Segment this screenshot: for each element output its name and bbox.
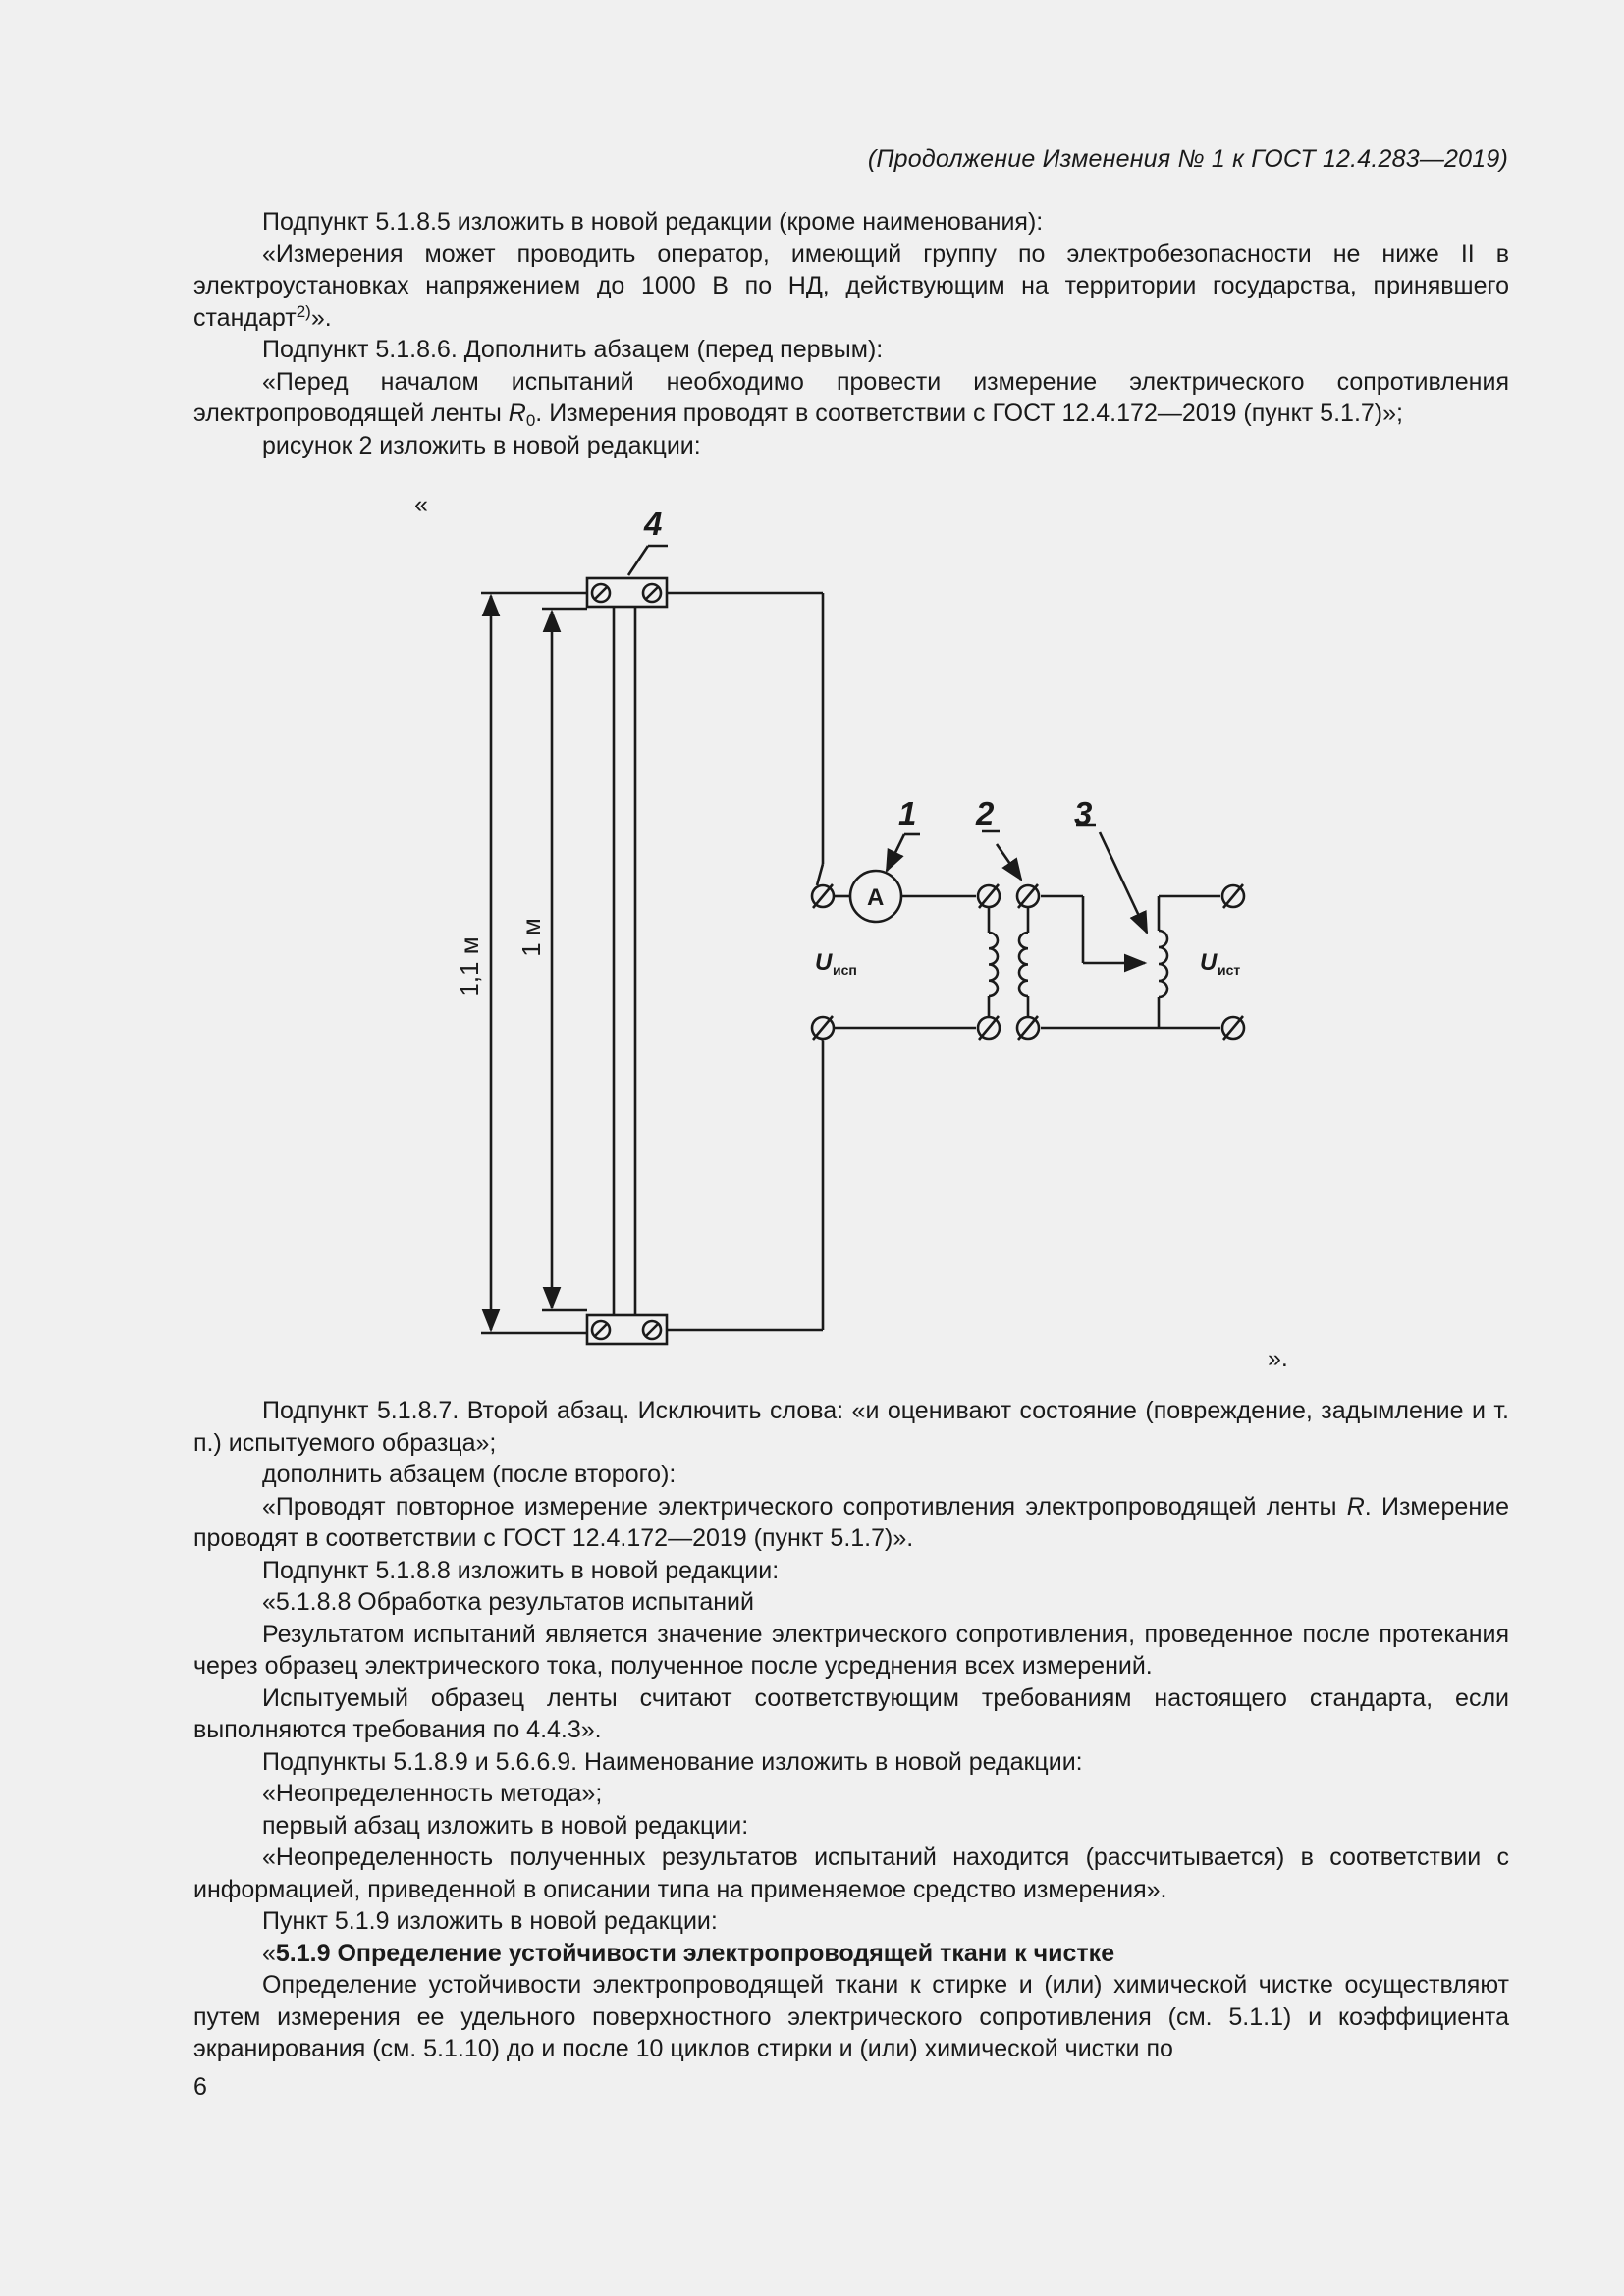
paragraph: Подпункт 5.1.8.8 изложить в новой редакции: [262, 1556, 780, 1584]
u-test-label: U [815, 949, 833, 976]
paragraph: «Неопределенность полученных результатов испытаний находится (рассчитывается) в соответствии с информацией, приведенной в описании типа на применяемое средство измерения». [193, 1843, 1509, 1903]
terminal-clamp-top-right [643, 584, 661, 602]
paragraph: Пункт 5.1.9 изложить в новой редакции: [262, 1907, 718, 1935]
dim-inner-label: 1 м [516, 918, 546, 957]
paragraph: Испытуемый образец ленты считают соответствующим требованиям настоящего стандарта, если выполняются требования по 4.4.3». [193, 1683, 1509, 1743]
figure-quote-close: ». [1268, 1345, 1288, 1372]
clamp-bottom [587, 1315, 667, 1344]
text-block-top [193, 206, 1509, 461]
paragraph: Результатом испытаний является значение электрического сопротивления, проведенное после протекания через образец электрического тока, полученное после усреднения всех измерений. [193, 1620, 1509, 1680]
section-heading [193, 1938, 1509, 1970]
ammeter-label: A [867, 884, 885, 911]
text-run: «Проводят повторное измерение электрического сопротивления электропроводящей ленты [262, 1492, 1347, 1521]
text-block-bottom [193, 1395, 1509, 2065]
terminal-tr-out-bottom [1017, 1016, 1039, 1040]
terminal-source-bottom [1222, 1016, 1244, 1040]
label-4: 4 [644, 506, 663, 542]
paragraph: Подпункт 5.1.8.6. Дополнить абзацем (перед первым): [262, 336, 884, 363]
paragraph: первый абзац изложить в новой редакции: [262, 1811, 749, 1840]
heading-text: 5.1.9 Определение устойчивости электропроводящей ткани к чистке [275, 1939, 1115, 1967]
label-2: 2 [976, 795, 995, 831]
text-run: . Измерение проводят в соответствии с ГОСТ 12.4.172—2019 (пункт 5.1.7)». [193, 1492, 1509, 1552]
paragraph [193, 1491, 1509, 1555]
terminal-test-top [812, 884, 834, 908]
paragraph: Определение устойчивости электропроводящей ткани к стирке и (или) химической чистке осуществляют путем измерения ее удельного поверхностного электрического сопротивления (см. 5.1.1) и коэффициента экранирования (см. 5.1.10) до и после 10 циклов стирки и (или) химической чистки по [193, 1971, 1509, 2062]
paragraph: дополнить абзацем (после второго): [262, 1461, 677, 1488]
terminal-test-bottom [812, 1016, 834, 1040]
terminal-clamp-bottom-left [592, 1321, 610, 1339]
page-number: 6 [193, 2073, 207, 2101]
text-run: «Измерения может проводить оператор, имеющий группу по электробезопасности не ниже II в электроустановках напряжением до 1000 В по НД, действующим на территории государства, принявшего стандарт [193, 240, 1509, 332]
ammeter [850, 871, 901, 922]
u-test-sub: исп [833, 962, 857, 978]
u-source-sub: ист [1218, 962, 1241, 978]
text-run: « [262, 1939, 276, 1967]
text-run: «Перед началом испытаний необходимо провести измерение электрического сопротивления электропроводящей ленты [193, 367, 1509, 427]
page-header: (Продолжение Изменения № 1 к ГОСТ 12.4.283—2019) [867, 145, 1508, 173]
paragraph: Подпункт 5.1.8.7. Второй абзац. Исключить слова: «и оценивают состояние (повреждение, задымление и т. п.) испытуемого образца»; [193, 1397, 1509, 1457]
dim-outer-label: 1,1 м [455, 936, 484, 997]
terminal-tr-in-top [978, 884, 1000, 908]
clamp-top [587, 578, 667, 607]
terminal-source-top [1222, 884, 1244, 908]
paragraph: рисунок 2 изложить в новой редакции: [262, 431, 701, 459]
text-run: ». [310, 303, 332, 332]
symbol-r: R [1346, 1492, 1365, 1521]
paragraph [193, 366, 1509, 430]
symbol-r: R [508, 400, 526, 427]
footnote-ref: 2) [296, 301, 311, 321]
subscript: 0 [525, 411, 536, 430]
u-source-label: U [1200, 949, 1218, 976]
terminal-tr-in-bottom [978, 1016, 1000, 1040]
paragraph: «5.1.8.8 Обработка результатов испытаний [262, 1588, 754, 1616]
terminal-tr-out-top [1017, 884, 1039, 908]
paragraph [193, 239, 1509, 335]
paragraph: «Неопределенность метода»; [262, 1780, 603, 1807]
figure-quote-open: « [414, 491, 428, 518]
label-1: 1 [898, 795, 917, 831]
text-run: . Измерения проводят в соответствии с ГОСТ 12.4.172—2019 (пункт 5.1.7)»; [535, 400, 1403, 427]
label-3: 3 [1074, 795, 1093, 831]
terminal-clamp-bottom-right [643, 1321, 661, 1339]
terminal-clamp-top-left [592, 584, 610, 602]
paragraph: Подпункт 5.1.8.5 изложить в новой редакции (кроме наименования): [262, 208, 1044, 236]
paragraph: Подпункты 5.1.8.9 и 5.6.6.9. Наименование изложить в новой редакции: [262, 1747, 1083, 1776]
